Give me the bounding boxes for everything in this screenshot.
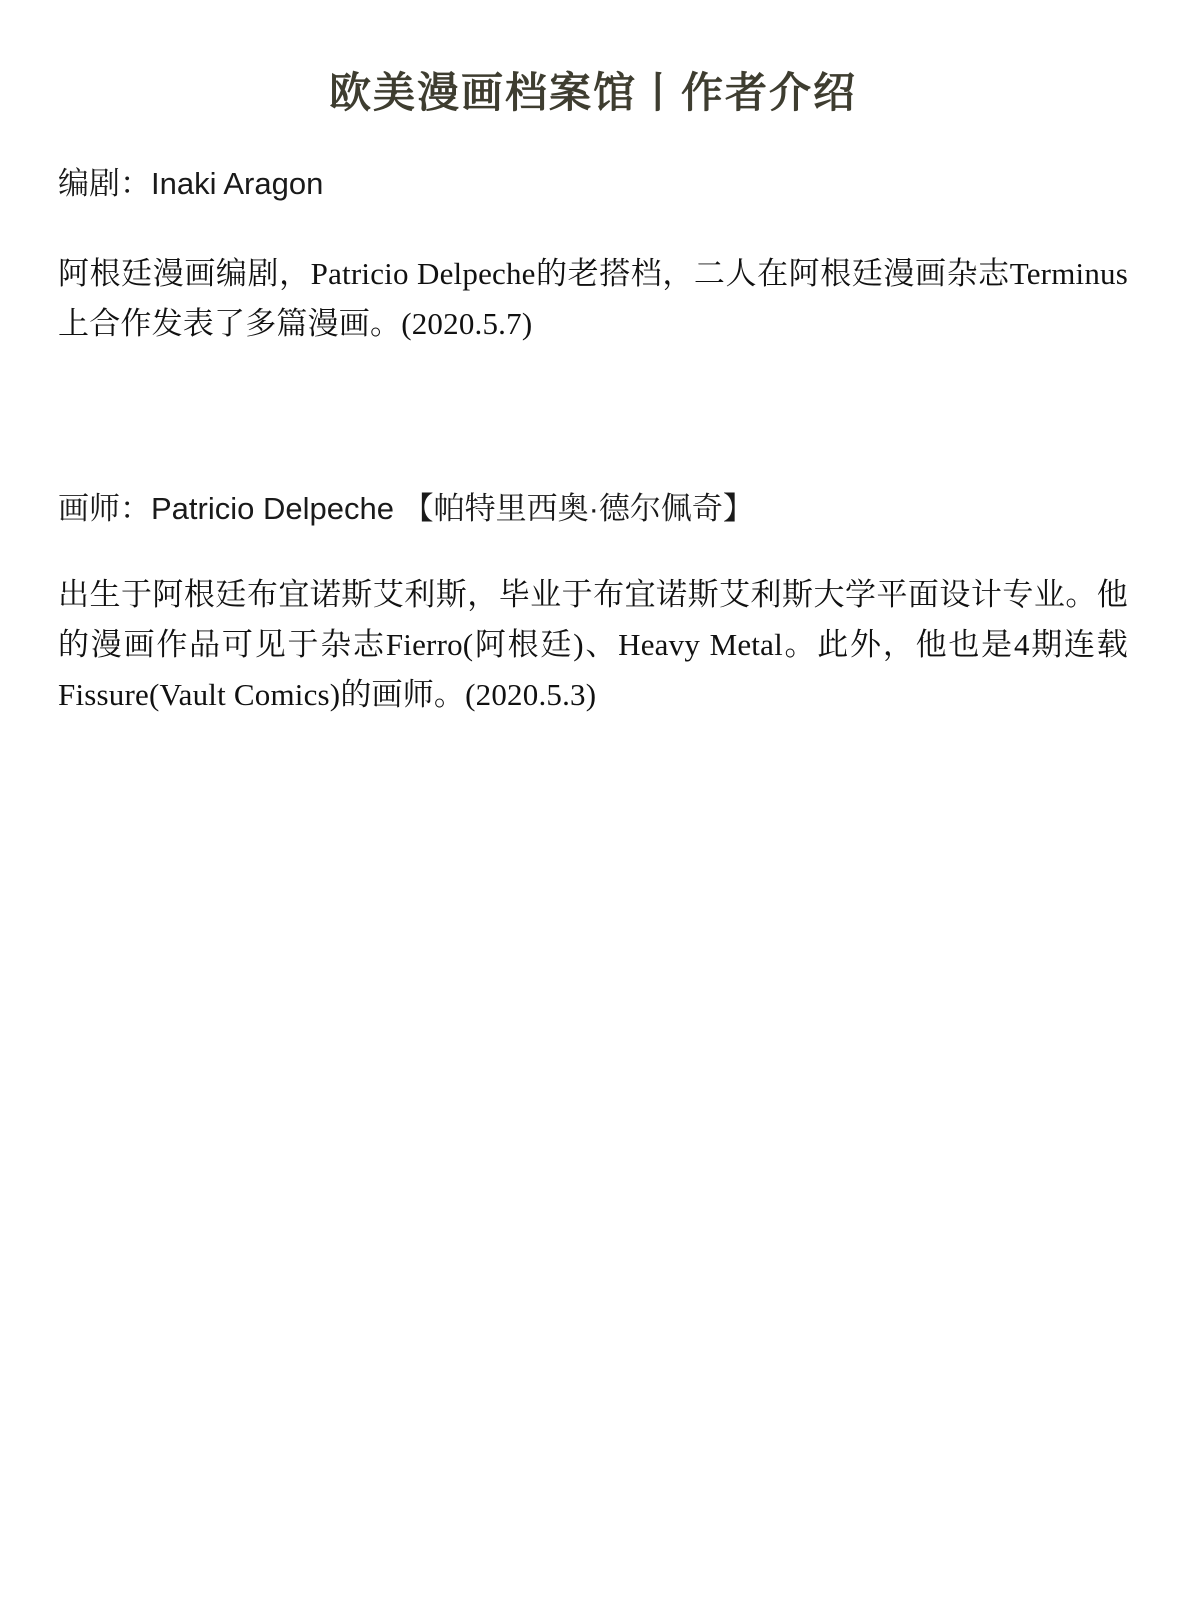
section-writer — [58, 161, 1128, 350]
section-artist — [58, 486, 1128, 721]
writer-heading: 编剧：Inaki Aragon — [58, 165, 324, 201]
section-divider-space — [58, 350, 1128, 384]
artist-bio-text: 出生于阿根廷布宜诺斯艾利斯，毕业于布宜诺斯艾利斯大学平面设计专业。他的漫画作品可见于杂志Fierro(阿根廷)、Heavy Metal。此外，他也是4期连载Fissure(Vault Comics)的画师。(2020.5.3) — [58, 577, 1128, 713]
artist-heading: 画师：Patricio Delpeche 【帕特里西奥·德尔佩奇】 — [58, 490, 754, 526]
writer-bio-text: 阿根廷漫画编剧，Patricio Delpeche的老搭档，二人在阿根廷漫画杂志Terminus上合作发表了多篇漫画。(2020.5.7) — [58, 256, 1128, 342]
page-title: 欧美漫画档案馆丨作者介绍 — [328, 69, 857, 116]
